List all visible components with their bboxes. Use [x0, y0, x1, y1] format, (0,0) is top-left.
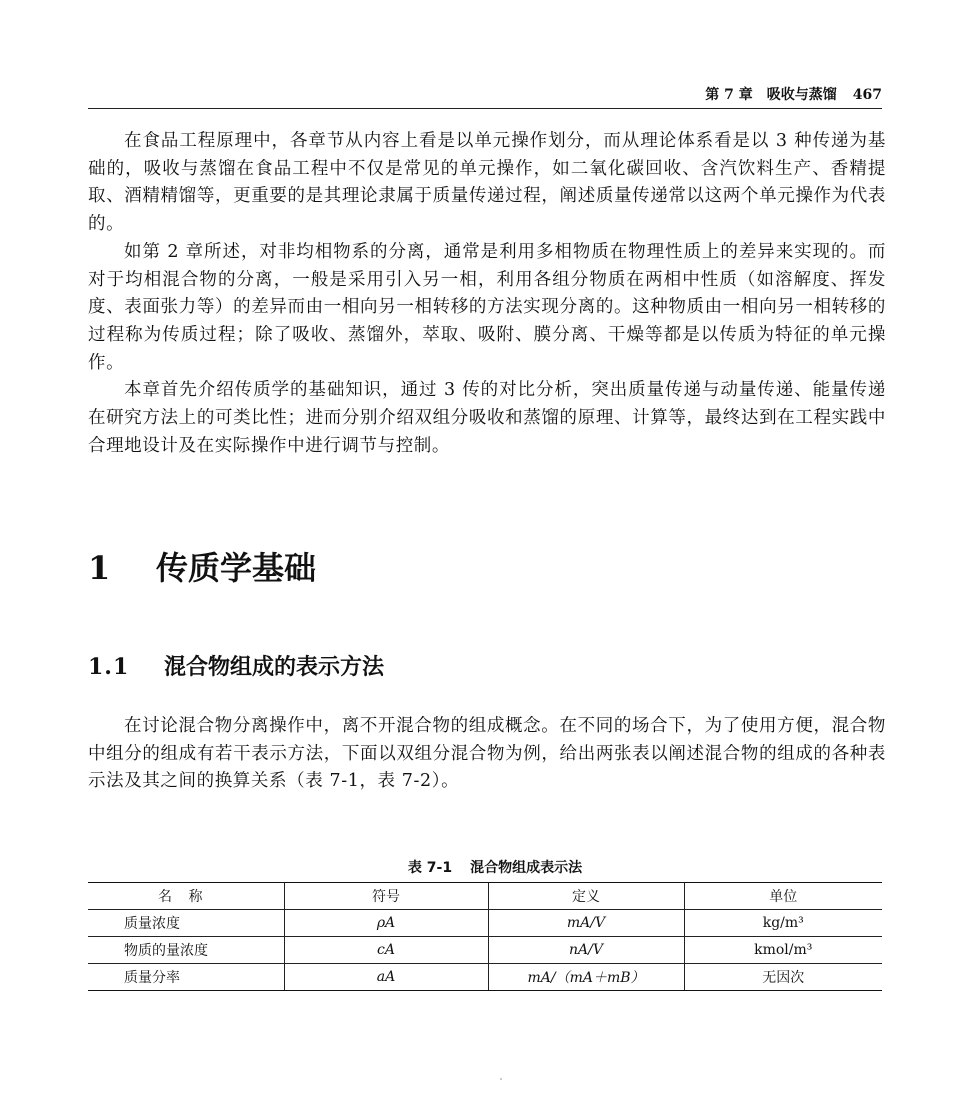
composition-table	[88, 882, 882, 991]
section-heading	[88, 543, 316, 589]
page-number: 467	[852, 87, 882, 103]
section-title: 传质学基础	[156, 549, 317, 587]
table-header-row	[88, 883, 882, 910]
table-caption-title: 混合物组成表示法	[470, 860, 583, 876]
section-number: 1	[88, 549, 111, 587]
subsection-text	[88, 713, 886, 796]
table-row	[88, 910, 882, 937]
cell-definition: nA/V	[488, 937, 684, 964]
subsection-number: 1.1	[88, 654, 130, 680]
cell-name: 质量分率	[88, 964, 284, 991]
cell-name: 质量浓度	[88, 910, 284, 937]
cell-unit: 无因次	[684, 964, 882, 991]
chapter-title: 吸收与蒸馏	[766, 87, 837, 103]
header-rule	[88, 108, 882, 109]
running-header	[88, 84, 882, 108]
cell-unit: kg/m³	[684, 910, 882, 937]
paragraph: 如第 2 章所述，对非均相物系的分离，通常是利用多相物质在物理性质上的差异来实现的。而对于均相混合物的分离，一般是采用引入另一相，利用各组分物质在两相中性质（如溶解度、挥发度、表面张力等）的差异而由一相向另一相转移的方法实现分离的。这种物质由一相向另一相转移的过程称为传质过程；除了吸收、蒸馏外，萃取、吸附、膜分离、干燥等都是以传质为特征的单元操作。	[88, 241, 886, 373]
subsection-heading	[88, 650, 384, 681]
cell-symbol: aA	[284, 964, 488, 991]
subsection-title: 混合物组成的表示方法	[164, 654, 385, 680]
header-definition: 定义	[488, 883, 684, 910]
paragraph: 在食品工程原理中，各章节从内容上看是以单元操作划分，而从理论体系看是以 3 种传递为基础的，吸收与蒸馏在食品工程中不仅是常见的单元操作，如二氧化碳回收、含汽饮料生产、香精提取、酒精精馏等，更重要的是其理论隶属于质量传递过程，阐述质量传递常以这两个单元操作为代表的。	[88, 131, 886, 235]
intro-text	[88, 128, 886, 460]
paragraph: 在讨论混合物分离操作中，离不开混合物的组成概念。在不同的场合下，为了使用方便，混合物中组分的组成有若干表示方法，下面以双组分混合物为例，给出两张表以阐述混合物的组成的各种表示法及其之间的换算关系（表 7-1，表 7-2）。	[88, 716, 886, 792]
cell-unit: kmol/m³	[684, 937, 882, 964]
table-row	[88, 964, 882, 991]
cell-name: 物质的量浓度	[88, 937, 284, 964]
cell-symbol: ρA	[284, 910, 488, 937]
paragraph: 本章首先介绍传质学的基础知识，通过 3 传的对比分析，突出质量传递与动量传递、能量传递在研究方法上的可类比性；进而分别介绍双组分吸收和蒸馏的原理、计算等，最终达到在工程实践中合理地设计及在实际操作中进行调节与控制。	[88, 380, 886, 456]
cell-symbol: cA	[284, 937, 488, 964]
scan-speck	[500, 1078, 502, 1080]
cell-definition: mA/（mA＋mB）	[488, 964, 684, 991]
header-unit: 单位	[684, 883, 882, 910]
table-caption	[0, 857, 980, 877]
header-symbol: 符号	[284, 883, 488, 910]
table-row	[88, 937, 882, 964]
chapter-label: 第 7 章	[705, 87, 753, 103]
table-caption-label: 表 7-1	[407, 860, 453, 876]
header-name: 名 称	[88, 883, 284, 910]
cell-definition: mA/V	[488, 910, 684, 937]
